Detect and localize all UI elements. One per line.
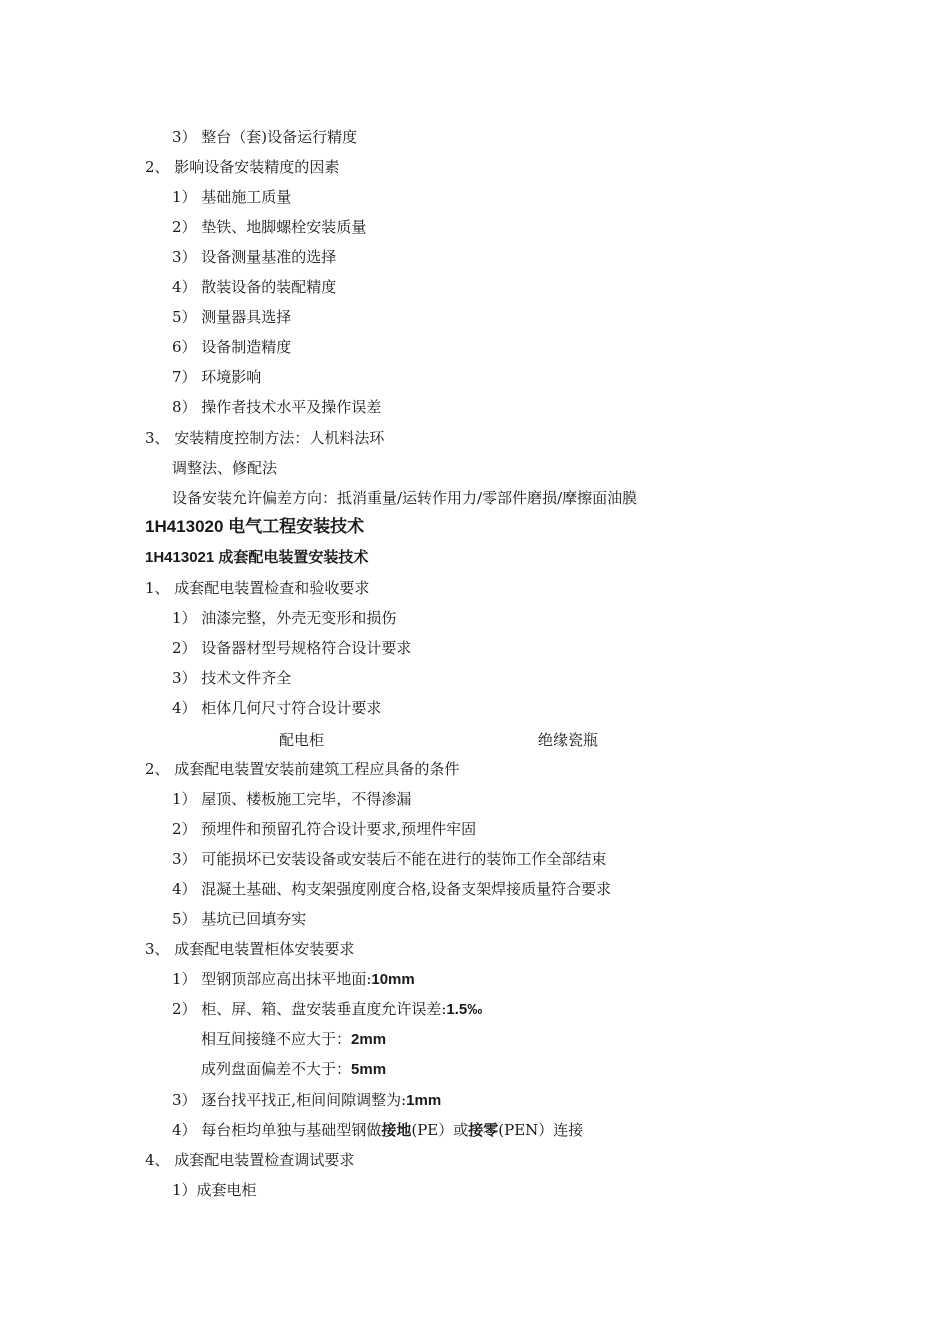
list-item xyxy=(172,1090,441,1111)
list-item: 1、 成套配电装置检查和验收要求 xyxy=(145,579,370,597)
item-text: 1） 型钢顶部应高出抹平地面: xyxy=(172,970,372,988)
paragraph: 设备安装允许偏差方向：抵消重量/运转作用力/零部件磨损/摩擦面油膜 xyxy=(172,489,638,507)
list-item: 8） 操作者技术水平及操作误差 xyxy=(172,398,382,416)
image-caption-switchgear: 配电柜 xyxy=(279,731,325,749)
item-text: (PEN）连接 xyxy=(498,1121,584,1139)
paragraph: 调整法、修配法 xyxy=(172,459,278,477)
subsection-heading: 1H413021 成套配电装置安装技术 xyxy=(145,549,369,566)
list-item xyxy=(172,969,415,990)
list-item: 2） 设备器材型号规格符合设计要求 xyxy=(172,639,412,657)
emphasis-value: 2mm xyxy=(351,1031,387,1048)
list-item: 3） 技术文件齐全 xyxy=(172,669,292,687)
list-item: 2） 预埋件和预留孔符合设计要求,预埋件牢固 xyxy=(172,820,477,838)
item-text: 2） 柜、屏、箱、盘安装垂直度允许误差: xyxy=(172,1000,447,1018)
list-item: 1） 屋顶、楼板施工完毕，不得渗漏 xyxy=(172,790,412,808)
list-item xyxy=(201,1059,386,1080)
item-text: 相互间接缝不应大于： xyxy=(201,1030,352,1048)
list-item: 5） 基坑已回填夯实 xyxy=(172,910,307,928)
list-item: 3、 成套配电装置柜体安装要求 xyxy=(145,940,355,958)
emphasis-term: 接零 xyxy=(468,1122,499,1139)
list-item xyxy=(172,1120,583,1141)
list-item: 1） 基础施工质量 xyxy=(172,188,292,206)
item-text: 3） 逐台找平找正,柜间间隙调整为: xyxy=(172,1091,407,1109)
item-text: 4） 每台柜均单独与基础型钢做 xyxy=(172,1121,382,1139)
list-item: 6） 设备制造精度 xyxy=(172,338,292,356)
list-item: 5） 测量器具选择 xyxy=(172,308,292,326)
list-item: 4、 成套配电装置检查调试要求 xyxy=(145,1151,355,1169)
list-item: 7） 环境影响 xyxy=(172,368,262,386)
emphasis-term: 接地 xyxy=(381,1122,412,1139)
item-text: (PE）或 xyxy=(411,1121,469,1139)
list-item: 2、 成套配电装置安装前建筑工程应具备的条件 xyxy=(145,760,460,778)
emphasis-value: 5mm xyxy=(351,1061,387,1078)
list-item: 2、 影响设备安装精度的因素 xyxy=(145,158,340,176)
list-item: 4） 散装设备的装配精度 xyxy=(172,278,337,296)
emphasis-value: 1mm xyxy=(406,1092,442,1109)
list-item: 2） 垫铁、地脚螺栓安装质量 xyxy=(172,218,367,236)
list-item: 1） 油漆完整，外壳无变形和损伤 xyxy=(172,609,397,627)
list-item: 4） 混凝土基础、构支架强度刚度合格,设备支架焊接质量符合要求 xyxy=(172,880,612,898)
list-item: 3） 可能损坏已安装设备或安装后不能在进行的装饰工作全部结束 xyxy=(172,850,607,868)
list-item: 3） 设备测量基准的选择 xyxy=(172,248,337,266)
image-caption-insulator: 绝缘瓷瓶 xyxy=(538,731,599,749)
list-item: 3） 整台（套)设备运行精度 xyxy=(172,128,358,146)
list-item: 3、 安装精度控制方法：人机料法环 xyxy=(145,429,385,447)
list-item xyxy=(201,1029,386,1050)
list-item: 1）成套电柜 xyxy=(172,1181,257,1199)
list-item: 4） 柜体几何尺寸符合设计要求 xyxy=(172,699,382,717)
section-heading: 1H413020 电气工程安装技术 xyxy=(145,517,365,536)
list-item xyxy=(172,999,482,1020)
emphasis-value: 10mm xyxy=(371,971,415,988)
emphasis-value: 1.5‰ xyxy=(446,1001,483,1018)
item-text: 成列盘面偏差不大于： xyxy=(201,1060,352,1078)
